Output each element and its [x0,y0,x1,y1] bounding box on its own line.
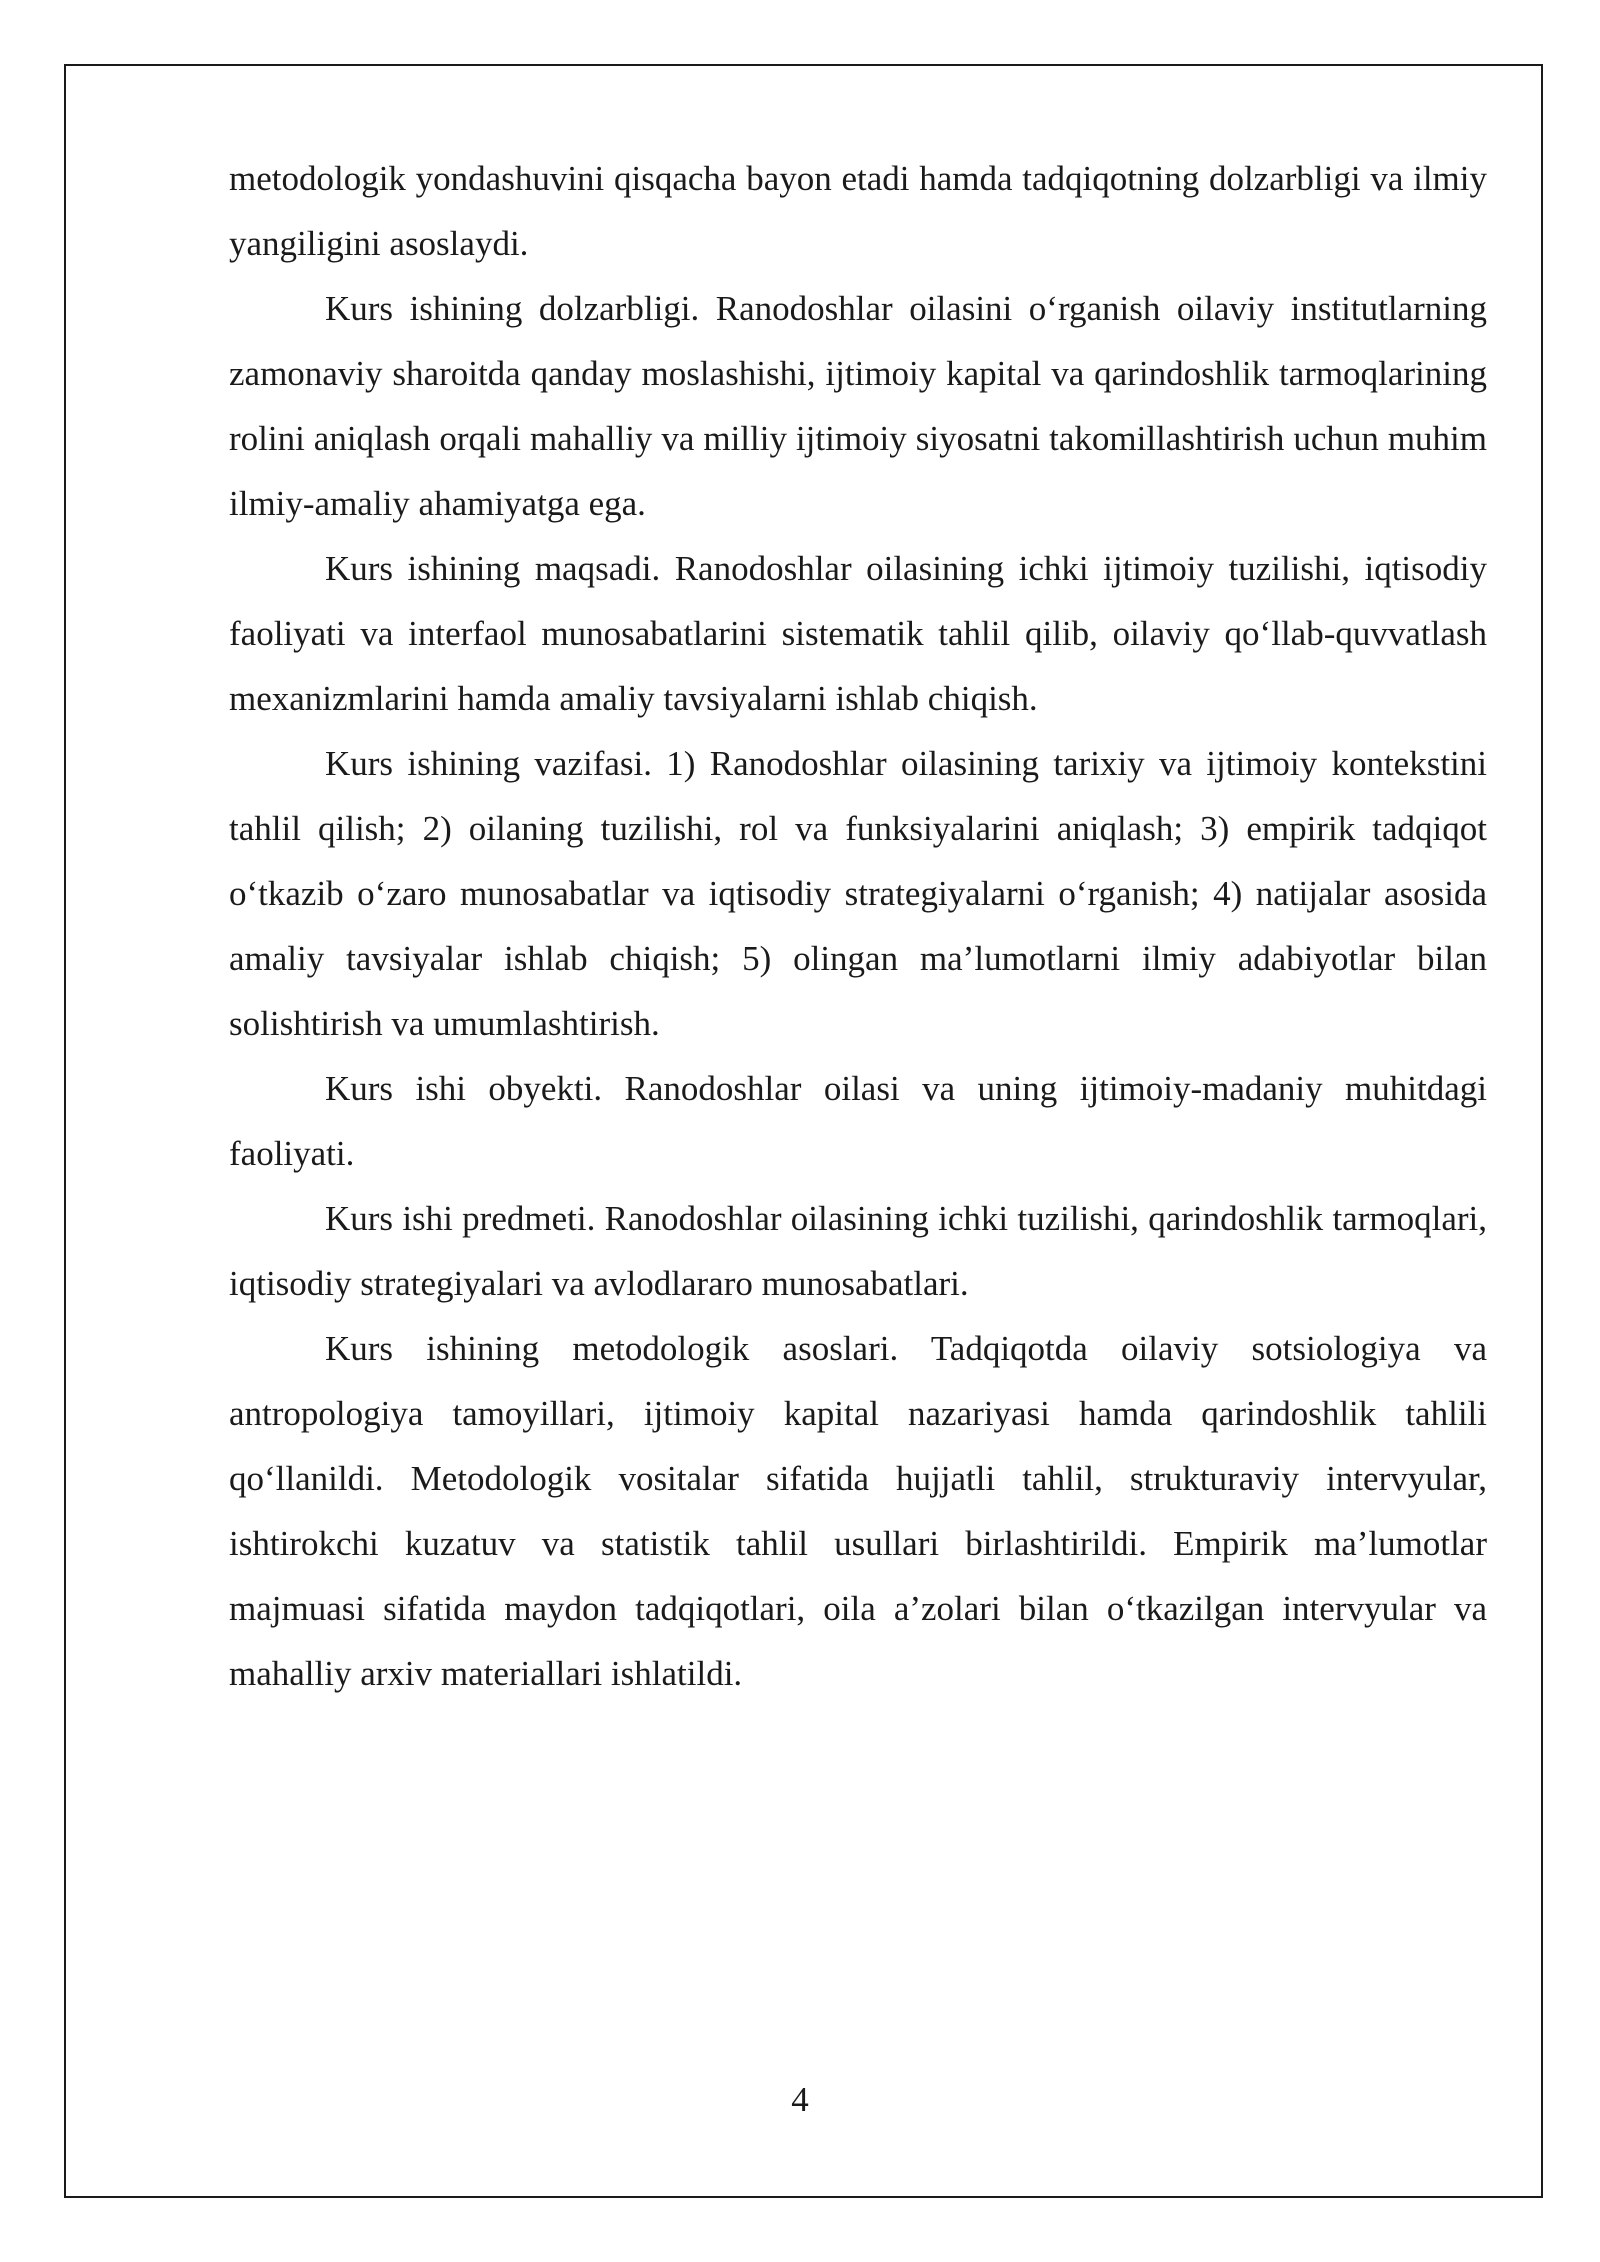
page-number: 4 [791,2080,809,2119]
paragraph-subject: Kurs ishi predmeti. Ranodoshlar oilasining ichki tuzilishi, qarindoshlik tarmoqlari, iqtisodiy strategiyalari va avlodlararo munosabatlari. [229,1199,1487,1303]
paragraph-tasks: Kurs ishining vazifasi. 1) Ranodoshlar oilasining tarixiy va ijtimoiy kontekstini tahlil qilish; 2) oilaning tuzilishi, rol va funksiyalarini aniqlash; 3) empirik tadqiqot o‘tkazib o‘zaro munosabatlar va iqtisodiy strategiyalarni o‘rganish; 4) natijalar asosida amaliy tavsiyalar ishlab chiqish; 5) olingan ma’lumotlarni ilmiy adabiyotlar bilan solishtirish va umumlashtirish. [229,744,1487,1043]
document-body [229,146,1487,1706]
paragraph-relevance: Kurs ishining dolzarbligi. Ranodoshlar oilasini o‘rganish oilaviy institutlarning zamonaviy sharoitda qanday moslashishi, ijtimoiy kapital va qarindoshlik tarmoqlarining rolini aniqlash orqali mahalliy va milliy ijtimoiy siyosatni takomillashtirish uchun muhim ilmiy-amaliy ahamiyatga ega. [229,289,1487,523]
paragraph-methodology: Kurs ishining metodologik asoslari. Tadqiqotda oilaviy sotsiologiya va antropologiya tamoyillari, ijtimoiy kapital nazariyasi hamda qarindoshlik tahlili qo‘llanildi. Metodologik vositalar sifatida hujjatli tahlil, strukturaviy intervyular, ishtirokchi kuzatuv va statistik tahlil usullari birlashtirildi. Empirik ma’lumotlar majmuasi sifatida maydon tadqiqotlari, oila a’zolari bilan o‘tkazilgan intervyular va mahalliy arxiv materiallari ishlatildi. [229,1329,1487,1693]
paragraph-goal: Kurs ishining maqsadi. Ranodoshlar oilasining ichki ijtimoiy tuzilishi, iqtisodiy faoliyati va interfaol munosabatlarini sistematik tahlil qilib, oilaviy qo‘llab-quvvatlash mexanizmlarini hamda amaliy tavsiyalarni ishlab chiqish. [229,549,1487,718]
paragraph-object: Kurs ishi obyekti. Ranodoshlar oilasi va uning ijtimoiy-madaniy muhitdagi faoliyati. [229,1069,1487,1173]
paragraph-intro-continuation: metodologik yondashuvini qisqacha bayon etadi hamda tadqiqotning dolzarbligi va ilmiy yangiligini asoslaydi. [229,159,1487,263]
